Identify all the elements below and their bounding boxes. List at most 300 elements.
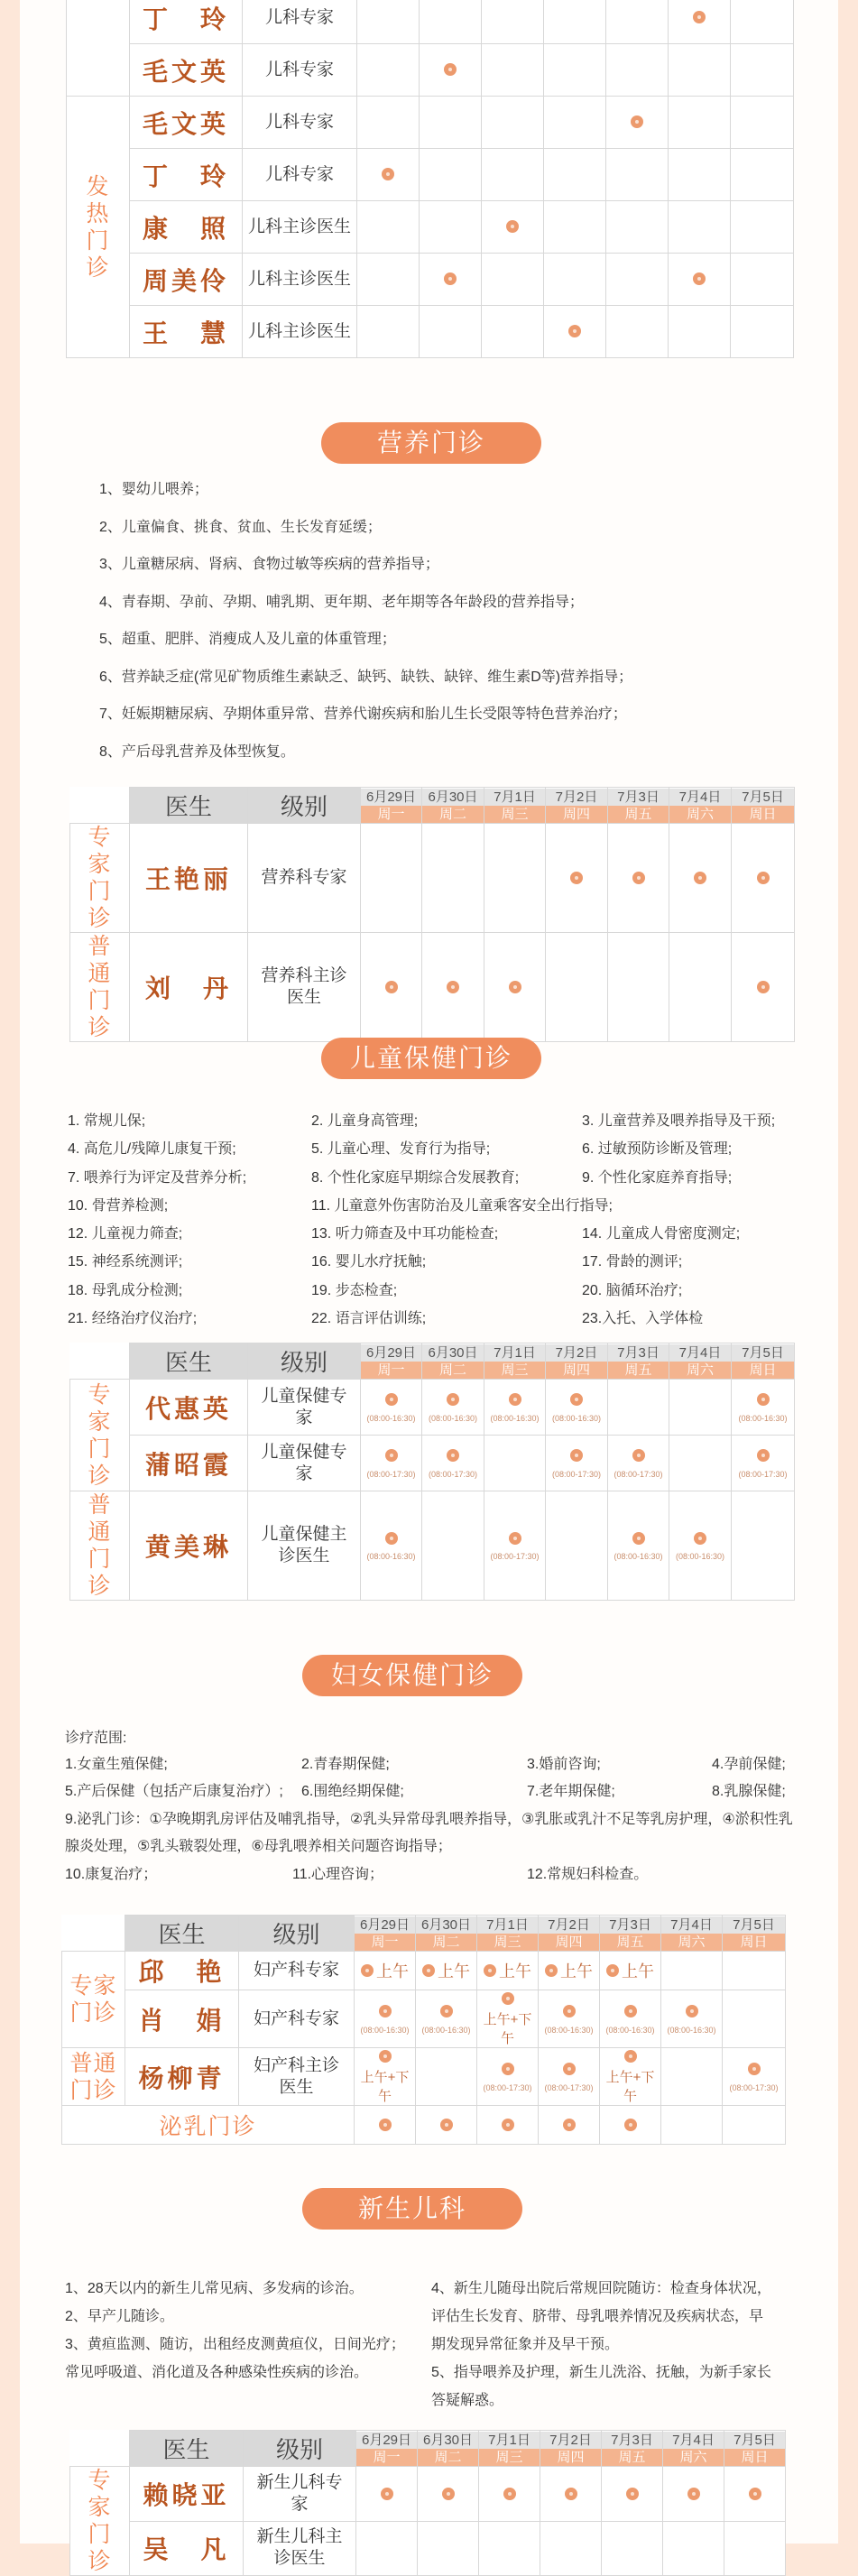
- schedule-dot-icon: [442, 2488, 455, 2500]
- table-row: [70, 1436, 795, 1491]
- day-week: 周一: [361, 1362, 421, 1379]
- schedule-cell: [484, 1380, 546, 1436]
- table-row: [70, 2467, 786, 2522]
- category-cell: 专家门诊: [70, 824, 130, 933]
- schedule-cell: [669, 97, 731, 149]
- day-week: 周六: [663, 2449, 724, 2466]
- table-row: [67, 306, 794, 358]
- schedule-dot-icon: [422, 1964, 435, 1977]
- day-header: [484, 788, 546, 824]
- schedule-cell: [356, 2521, 418, 2576]
- schedule-dot-icon: [568, 325, 581, 337]
- schedule-cell: [361, 1436, 422, 1491]
- schedule-dot-icon: [509, 1532, 521, 1545]
- schedule-cell: [608, 824, 669, 933]
- day-header: [418, 2431, 479, 2467]
- schedule-time: 上午: [560, 1962, 593, 1980]
- child-health-schedule-table: [69, 1343, 795, 1601]
- schedule-time: (08:00-16:30): [738, 1413, 788, 1423]
- schedule-cell: [731, 306, 794, 358]
- schedule-dot-icon: [757, 1449, 770, 1462]
- nutrition-schedule-table: [69, 787, 795, 1042]
- schedule-cell: [600, 1952, 661, 1990]
- doctor-level: 妇产科专家: [239, 1952, 355, 1990]
- schedule-cell: [544, 44, 606, 97]
- schedule-cell: [420, 0, 482, 44]
- list-item: 12. 儿童视力筛查;: [68, 1226, 183, 1242]
- day-header: [723, 1916, 786, 1952]
- schedule-dot-icon: [686, 2005, 698, 2017]
- day-week: 周日: [732, 1362, 794, 1379]
- day-week: 周四: [539, 1934, 599, 1951]
- schedule-cell: [355, 1952, 416, 1990]
- day-week: 周三: [477, 1934, 538, 1951]
- schedule-cell: [669, 149, 731, 201]
- schedule-cell: [361, 933, 422, 1042]
- table-row: [67, 44, 794, 97]
- schedule-cell: [357, 97, 420, 149]
- list-item: 20. 脑循环治疗;: [582, 1282, 683, 1298]
- schedule-dot-icon: [447, 1393, 459, 1406]
- schedule-cell: [723, 1952, 786, 1990]
- list-item: 22. 语言评估训练;: [311, 1311, 427, 1327]
- schedule-cell: [669, 306, 731, 358]
- day-week: 周三: [484, 806, 545, 823]
- header-level: 级别: [239, 1916, 355, 1952]
- schedule-time: (08:00-17:30): [428, 1469, 478, 1479]
- doctor-name: 刘 丹: [130, 933, 248, 1042]
- schedule-dot-icon: [379, 2050, 392, 2063]
- schedule-cell: [661, 1990, 723, 2048]
- schedule-time: 上午: [622, 1962, 654, 1980]
- list-item: 4、青春期、孕前、孕期、哺乳期、更年期、老年期等各年龄段的营养指导；: [99, 594, 584, 610]
- women-lactation-item: 9.泌乳门诊：①孕晚期乳房评估及哺乳指导，②乳头异常母乳喂养指导，③乳胀或乳汁不足等乳房护理，④淤积性乳腺炎处理，⑤乳头皲裂处理，⑥母乳喂养相关问题咨询指导；: [65, 1812, 793, 1854]
- schedule-dot-icon: [631, 115, 643, 128]
- doctor-level: 营养科主诊医生: [248, 933, 361, 1042]
- schedule-time: (08:00-16:30): [366, 1413, 416, 1423]
- list-row: [65, 1861, 796, 1888]
- schedule-cell: [546, 1380, 608, 1436]
- schedule-dot-icon: [624, 2005, 637, 2017]
- schedule-cell: [608, 1491, 669, 1601]
- doctor-level: 儿科主诊医生: [243, 201, 357, 254]
- doctor-level: 新生儿科专家: [244, 2467, 356, 2522]
- schedule-time: (08:00-17:30): [738, 1469, 788, 1479]
- doctor-level: 营养科专家: [248, 824, 361, 933]
- schedule-cell: [544, 97, 606, 149]
- day-week: 周六: [669, 1362, 731, 1379]
- schedule-cell: [357, 149, 420, 201]
- schedule-cell: [484, 933, 546, 1042]
- category-cell: 普通门诊: [70, 1491, 130, 1601]
- schedule-dot-icon: [693, 11, 706, 23]
- schedule-dot-icon: [563, 2119, 576, 2131]
- day-header: [600, 1916, 661, 1952]
- schedule-dot-icon: [693, 272, 706, 285]
- schedule-cell: [477, 2048, 539, 2106]
- schedule-cell: [361, 824, 422, 933]
- schedule-cell: [355, 2048, 416, 2106]
- doctor-level: 儿科主诊医生: [243, 306, 357, 358]
- list-item: 1、婴幼儿喂养；: [99, 482, 208, 497]
- list-row: [68, 1277, 807, 1305]
- schedule-dot-icon: [694, 872, 706, 884]
- list-row: [68, 1305, 807, 1333]
- schedule-dot-icon: [379, 2005, 392, 2017]
- list-item: 8. 个性化家庭早期综合发展教育;: [311, 1169, 520, 1186]
- table-row: [67, 201, 794, 254]
- day-header: [608, 788, 669, 824]
- day-date: 7月4日: [669, 1344, 731, 1362]
- doctor-level: 儿童保健专家: [248, 1436, 361, 1491]
- schedule-cell: [608, 1380, 669, 1436]
- list-item: 9. 个性化家庭养育指导;: [582, 1169, 733, 1186]
- day-header: [540, 2431, 602, 2467]
- list-item: 7、妊娠期糖尿病、孕期体重异常、营养代谢疾病和胎儿生长受限等特色营养治疗；: [99, 706, 627, 722]
- schedule-time: 上午: [438, 1962, 470, 1980]
- schedule-dot-icon: [632, 1532, 645, 1545]
- schedule-cell: [600, 2048, 661, 2106]
- schedule-cell: [416, 1952, 477, 1990]
- list-item: 11. 儿童意外伤害防治及儿童乘客安全出行指导;: [311, 1197, 613, 1214]
- day-date: 7月3日: [602, 2432, 662, 2449]
- schedule-cell: [606, 44, 669, 97]
- schedule-cell: [544, 306, 606, 358]
- schedule-cell: [606, 201, 669, 254]
- schedule-cell: [539, 1952, 600, 1990]
- day-header: [546, 788, 608, 824]
- schedule-dot-icon: [563, 2063, 576, 2075]
- women-health-scope-list: [65, 1751, 796, 1805]
- list-row: [65, 1778, 796, 1805]
- list-item: 8、产后母乳营养及体型恢复。: [99, 743, 295, 760]
- schedule-dot-icon: [385, 981, 398, 993]
- day-header: [416, 1916, 477, 1952]
- schedule-dot-icon: [447, 981, 459, 993]
- list-item: 1.女童生殖保健;: [65, 1757, 168, 1772]
- schedule-time: (08:00-16:30): [366, 1552, 416, 1561]
- day-week: 周五: [602, 2449, 662, 2466]
- day-date: 7月3日: [608, 789, 669, 806]
- schedule-cell: [732, 824, 795, 933]
- schedule-cell: [420, 254, 482, 306]
- day-header: [724, 2431, 786, 2467]
- day-week: 周五: [608, 806, 669, 823]
- day-date: 6月30日: [422, 1344, 484, 1362]
- day-header: [669, 788, 732, 824]
- schedule-time: 上午: [376, 1962, 409, 1980]
- schedule-cell: [669, 0, 731, 44]
- doctor-name: 周美伶: [130, 254, 243, 306]
- schedule-cell: [539, 2048, 600, 2106]
- list-item: 4、新生儿随母出院后常规回院随访：检查身体状况，: [431, 2281, 771, 2296]
- day-date: 7月2日: [539, 1916, 599, 1934]
- day-header: [546, 1343, 608, 1380]
- milk-clinic-label: 泌乳门诊: [62, 2106, 355, 2145]
- women-health-schedule-table: [61, 1915, 786, 2145]
- category-cell: 普通门诊: [70, 933, 130, 1042]
- schedule-cell: [422, 1436, 484, 1491]
- schedule-dot-icon: [385, 1393, 398, 1406]
- schedule-cell: [544, 149, 606, 201]
- day-header: [608, 1343, 669, 1380]
- list-item: 常见呼吸道、消化道及各种感染性疾病的诊治。: [65, 2365, 369, 2380]
- women-scope-intro: 诊疗范围:: [65, 1731, 127, 1746]
- day-date: 7月2日: [540, 2432, 601, 2449]
- list-item: 1. 常规儿保;: [68, 1113, 146, 1129]
- day-header: [484, 1343, 546, 1380]
- schedule-cell: [420, 44, 482, 97]
- schedule-dot-icon: [694, 1532, 706, 1545]
- doctor-name: 代惠英: [130, 1380, 248, 1436]
- schedule-dot-icon: [606, 1964, 619, 1977]
- day-date: 6月29日: [361, 789, 421, 806]
- schedule-cell: [482, 97, 544, 149]
- day-date: 6月30日: [416, 1916, 476, 1934]
- category-cell: 专家门诊: [70, 2467, 130, 2576]
- list-item: 23.入托、入学体检: [582, 1311, 704, 1327]
- schedule-cell: [669, 1436, 732, 1491]
- schedule-cell: [420, 97, 482, 149]
- table-row: [67, 97, 794, 149]
- schedule-dot-icon: [502, 1992, 514, 2005]
- schedule-cell: [539, 2106, 600, 2145]
- day-week: 周五: [608, 1362, 669, 1379]
- list-item: 7.老年期保健;: [527, 1784, 615, 1799]
- schedule-cell: [669, 1491, 732, 1601]
- nutrition-section-title: 营养门诊: [321, 422, 541, 464]
- schedule-dot-icon: [570, 1393, 583, 1406]
- day-date: 7月1日: [484, 1344, 545, 1362]
- schedule-cell: [669, 201, 731, 254]
- schedule-cell: [422, 933, 484, 1042]
- doctor-name: 毛文英: [130, 44, 243, 97]
- doctor-level: 儿科专家: [243, 97, 357, 149]
- day-week: 周六: [661, 1934, 722, 1951]
- day-week: 周一: [355, 1934, 415, 1951]
- schedule-time: (08:00-17:30): [483, 2082, 532, 2092]
- schedule-cell: [732, 1380, 795, 1436]
- schedule-dot-icon: [381, 2488, 393, 2500]
- schedule-dot-icon: [509, 1393, 521, 1406]
- table-row: [67, 149, 794, 201]
- schedule-dot-icon: [503, 2488, 516, 2500]
- schedule-cell: [356, 2467, 418, 2522]
- header-doctor: 医生: [130, 788, 248, 824]
- list-item: 5.产后保健（包括产后康复治疗）;: [65, 1784, 283, 1799]
- header-level: 级别: [248, 788, 361, 824]
- list-item: 2、早产儿随诊。: [65, 2309, 174, 2324]
- schedule-cell: [482, 254, 544, 306]
- schedule-cell: [418, 2521, 479, 2576]
- doctor-name: 康 照: [130, 201, 243, 254]
- schedule-dot-icon: [749, 2488, 761, 2500]
- list-item: 6. 过敏预防诊断及管理;: [582, 1141, 733, 1158]
- schedule-time: (08:00-16:30): [544, 2025, 594, 2035]
- table-row: [70, 933, 795, 1042]
- day-week: 周日: [724, 2449, 785, 2466]
- schedule-cell: [731, 201, 794, 254]
- table-row: [67, 0, 794, 44]
- category-cell: 专家门诊: [70, 1380, 130, 1491]
- table-row: [70, 1491, 795, 1601]
- schedule-dot-icon: [440, 2005, 453, 2017]
- list-item: 13. 听力筛查及中耳功能检查;: [311, 1226, 499, 1242]
- day-header: [361, 1343, 422, 1380]
- list-item: 7. 喂养行为评定及营养分析;: [68, 1169, 247, 1186]
- schedule-cell: [669, 1380, 732, 1436]
- schedule-time: 上午: [499, 1962, 531, 1980]
- day-date: 7月5日: [724, 2432, 785, 2449]
- schedule-cell: [355, 2106, 416, 2145]
- day-header: [477, 1916, 539, 1952]
- doctor-name: 邱 艳: [125, 1952, 239, 1990]
- schedule-cell: [477, 1990, 539, 2048]
- schedule-time: (08:00-16:30): [667, 2025, 716, 2035]
- list-item: 3. 儿童营养及喂养指导及干预;: [582, 1113, 776, 1129]
- schedule-cell: [606, 254, 669, 306]
- schedule-cell: [669, 254, 731, 306]
- schedule-cell: [732, 1436, 795, 1491]
- schedule-time: (08:00-17:30): [551, 1469, 602, 1479]
- day-date: 7月1日: [477, 1916, 538, 1934]
- day-week: 周二: [422, 806, 484, 823]
- schedule-dot-icon: [570, 872, 583, 884]
- schedule-cell: [484, 1436, 546, 1491]
- list-item: 3.婚前咨询;: [527, 1757, 601, 1772]
- schedule-cell: [422, 1491, 484, 1601]
- schedule-cell: [544, 254, 606, 306]
- list-item: 2、儿童偏食、挑食、贫血、生长发育延缓；: [99, 519, 382, 535]
- schedule-cell: [669, 824, 732, 933]
- schedule-time: (08:00-17:30): [544, 2082, 594, 2092]
- schedule-dot-icon: [632, 872, 645, 884]
- schedule-dot-icon: [444, 63, 457, 76]
- newborn-section-title: 新生儿科: [302, 2188, 522, 2230]
- doctor-name: 王 慧: [130, 306, 243, 358]
- schedule-cell: [663, 2521, 724, 2576]
- doctor-name: 赖晓亚: [130, 2467, 244, 2522]
- list-row: [68, 1220, 807, 1248]
- day-header: [361, 788, 422, 824]
- day-date: 7月2日: [546, 789, 607, 806]
- schedule-cell: [479, 2467, 540, 2522]
- list-item: 21. 经络治疗仪治疗;: [68, 1311, 198, 1327]
- list-item: 3、儿童糖尿病、肾病、食物过敏等疾病的营养指导；: [99, 557, 439, 572]
- schedule-cell: [608, 933, 669, 1042]
- schedule-time: (08:00-17:30): [614, 1469, 663, 1479]
- schedule-cell: [600, 1990, 661, 2048]
- schedule-cell: [418, 2467, 479, 2522]
- schedule-cell: [416, 1990, 477, 2048]
- schedule-cell: [357, 254, 420, 306]
- doctor-level: 儿童保健主诊医生: [248, 1491, 361, 1601]
- day-date: 7月4日: [663, 2432, 724, 2449]
- day-date: 7月2日: [546, 1344, 607, 1362]
- schedule-dot-icon: [632, 1449, 645, 1462]
- schedule-cell: [416, 2106, 477, 2145]
- table-row: [70, 2521, 786, 2576]
- header-level: 级别: [244, 2431, 356, 2467]
- day-date: 7月5日: [732, 789, 794, 806]
- schedule-cell: [357, 306, 420, 358]
- day-week: 周四: [546, 806, 607, 823]
- doctor-name: 吴 凡: [130, 2521, 244, 2576]
- schedule-cell: [661, 2048, 723, 2106]
- schedule-time: 上午+下午: [483, 2012, 532, 2046]
- day-date: 7月1日: [484, 789, 545, 806]
- schedule-cell: [724, 2521, 786, 2576]
- schedule-dot-icon: [757, 872, 770, 884]
- category-cell: 专家门诊: [62, 1952, 125, 2048]
- doctor-level: 新生儿科主诊医生: [244, 2521, 356, 2576]
- header-level: 级别: [248, 1343, 361, 1380]
- day-date: 7月4日: [669, 789, 731, 806]
- schedule-cell: [420, 306, 482, 358]
- doctor-name: 黄美琳: [130, 1491, 248, 1601]
- list-item: 1、28天以内的新生儿常见病、多发病的诊治。: [65, 2281, 364, 2296]
- schedule-cell: [420, 149, 482, 201]
- schedule-dot-icon: [626, 2488, 639, 2500]
- doctor-name: 丁 玲: [130, 0, 243, 44]
- list-item: 答疑解惑。: [431, 2393, 504, 2408]
- schedule-dot-icon: [748, 2063, 761, 2075]
- list-item: 16. 婴儿水疗抚触;: [311, 1254, 427, 1270]
- list-item: 14. 儿童成人骨密度测定;: [582, 1226, 741, 1242]
- schedule-cell: [484, 1491, 546, 1601]
- list-item: 5、超重、肥胖、消瘦成人及儿童的体重管理；: [99, 632, 396, 647]
- doctor-level: 儿科专家: [243, 0, 357, 44]
- day-header: [663, 2431, 724, 2467]
- list-row: [68, 1248, 807, 1276]
- category-cell: 普通门诊: [62, 2048, 125, 2106]
- list-item: 6、营养缺乏症(常见矿物质维生素缺乏、缺钙、缺铁、缺锌、维生素D等)营养指导；: [99, 669, 633, 685]
- day-week: 周日: [732, 806, 794, 823]
- doctor-level: 妇产科主诊医生: [239, 2048, 355, 2106]
- child-health-scope-list: [68, 1107, 807, 1333]
- schedule-cell: [723, 1990, 786, 2048]
- schedule-cell: [606, 149, 669, 201]
- list-row: [68, 1192, 807, 1220]
- day-date: 7月4日: [661, 1916, 722, 1934]
- schedule-dot-icon: [757, 981, 770, 993]
- schedule-cell: [361, 1491, 422, 1601]
- doctor-name: 毛文英: [130, 97, 243, 149]
- schedule-time: (08:00-17:30): [366, 1469, 416, 1479]
- table-row: [70, 824, 795, 933]
- header-doctor: 医生: [125, 1916, 239, 1952]
- schedule-cell: [724, 2467, 786, 2522]
- day-date: 6月30日: [422, 789, 484, 806]
- schedule-cell: [731, 44, 794, 97]
- newborn-scope-right: [431, 2275, 801, 2414]
- schedule-dot-icon: [382, 168, 394, 180]
- day-date: 7月5日: [723, 1916, 785, 1934]
- list-item: 6.围绝经期保健;: [301, 1784, 404, 1799]
- schedule-time: (08:00-16:30): [421, 2025, 471, 2035]
- schedule-time: (08:00-16:30): [605, 2025, 655, 2035]
- schedule-cell: [540, 2521, 602, 2576]
- list-row: [68, 1135, 807, 1163]
- schedule-dot-icon: [563, 2005, 576, 2017]
- day-week: 周二: [422, 1362, 484, 1379]
- list-item: 期发现异常征象并及早干预。: [431, 2337, 620, 2352]
- schedule-cell: [723, 2048, 786, 2106]
- schedule-cell: [482, 149, 544, 201]
- day-header: [479, 2431, 540, 2467]
- schedule-cell: [539, 1990, 600, 2048]
- list-item: 15. 神经系统测评;: [68, 1254, 183, 1270]
